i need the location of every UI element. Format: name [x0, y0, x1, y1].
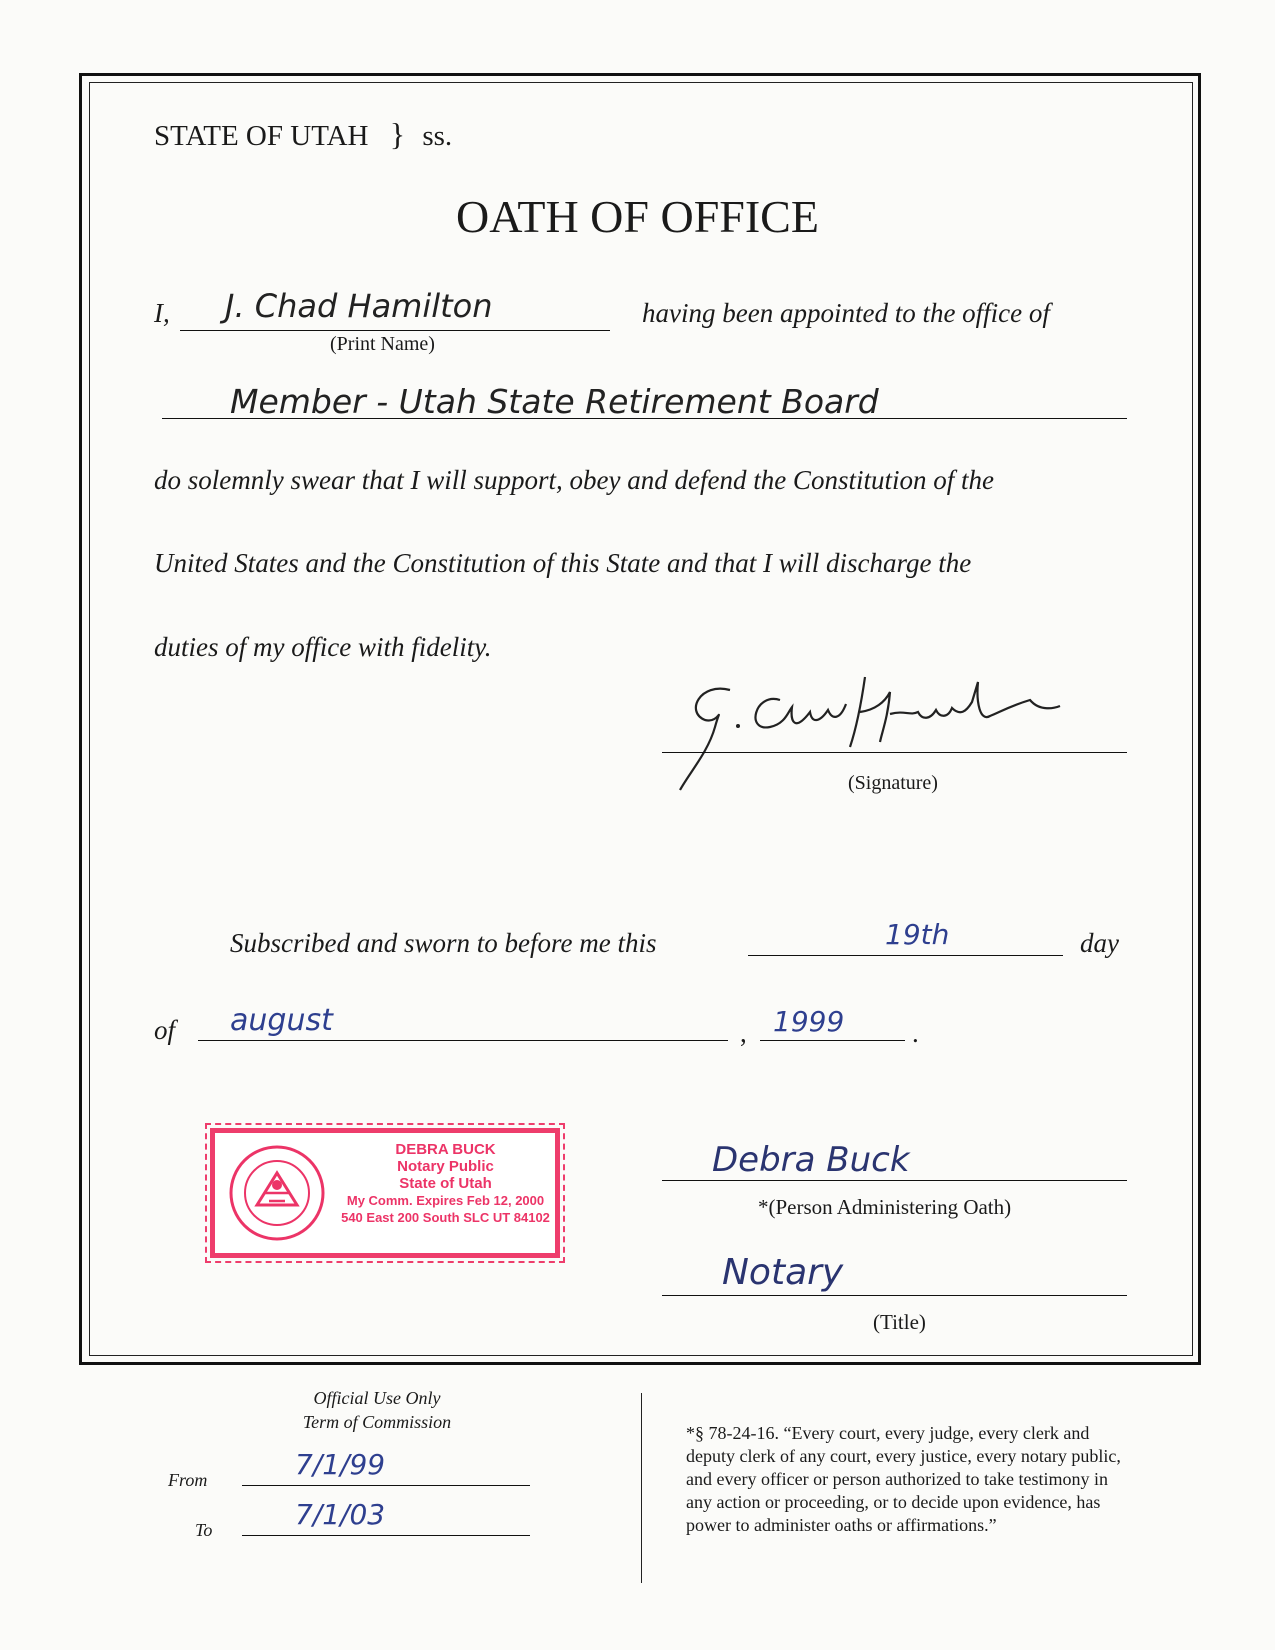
day-value: 19th	[885, 918, 950, 951]
month-comma: ,	[740, 1018, 747, 1048]
year-period: .	[912, 1018, 919, 1048]
state-name: STATE OF UTAH	[154, 120, 369, 152]
stamp-address: 540 East 200 South SLC UT 84102	[341, 1210, 550, 1225]
signature-line	[662, 752, 1127, 753]
administrator-caption: *(Person Administering Oath)	[758, 1195, 1012, 1219]
from-label: From	[168, 1470, 208, 1490]
i-prefix: I,	[154, 298, 170, 328]
notary-stamp	[210, 1128, 560, 1258]
stamp-text-block	[333, 1141, 558, 1226]
state-seal-icon	[227, 1143, 327, 1243]
of-word: of	[154, 1015, 176, 1045]
appointed-text: having been appointed to the office of	[642, 298, 1050, 328]
state-header	[154, 116, 452, 153]
print-name-caption: (Print Name)	[330, 333, 435, 355]
from-line	[242, 1485, 530, 1486]
print-name-line	[180, 330, 610, 331]
signature-caption: (Signature)	[848, 772, 938, 794]
title-line	[662, 1295, 1127, 1296]
ss-label: ss.	[422, 120, 453, 152]
year-value: 1999	[773, 1005, 845, 1038]
from-value: 7/1/99	[295, 1448, 386, 1481]
subscribed-text: Subscribed and sworn to before me this	[230, 928, 657, 958]
to-line	[242, 1535, 530, 1536]
statute-line: power to administer oaths or affirmations.”	[686, 1515, 997, 1535]
to-label: To	[195, 1520, 213, 1540]
oath-line-2: United States and the Constitution of this State and that I will discharge the	[154, 548, 972, 578]
statute-line: *§ 78-24-16. “Every court, every judge, every clerk and	[686, 1423, 1090, 1443]
term-heading: Term of Commission	[302, 1412, 452, 1432]
oath-line-3: duties of my office with fidelity.	[154, 632, 492, 662]
stamp-role: Notary Public	[397, 1158, 494, 1175]
printed-name: J. Chad Hamilton	[225, 287, 493, 325]
statute-line: any action or proceeding, or to decide upon evidence, has	[686, 1492, 1101, 1512]
day-word: day	[1080, 928, 1119, 958]
statute-text	[686, 1422, 1121, 1537]
statute-line: and every officer or person authorized to take testimony in	[686, 1469, 1109, 1489]
stamp-state: State of Utah	[399, 1175, 492, 1192]
to-value: 7/1/03	[295, 1498, 386, 1531]
month-line	[198, 1040, 728, 1041]
administrator-signature: Debra Buck	[712, 1140, 910, 1180]
month-value: august	[230, 1003, 333, 1038]
stamp-name: DEBRA BUCK	[395, 1141, 496, 1158]
brace-symbol: }	[389, 116, 406, 152]
footer-divider	[641, 1393, 642, 1583]
year-line	[760, 1040, 905, 1041]
official-use-heading: Official Use Only	[313, 1388, 441, 1408]
office-title: Member - Utah State Retirement Board	[230, 382, 879, 421]
stamp-commission: My Comm. Expires Feb 12, 2000	[346, 1193, 545, 1208]
administrator-line	[662, 1180, 1127, 1181]
oath-line-1: do solemnly swear that I will support, obey and defend the Constitution of the	[154, 465, 994, 495]
statute-line: deputy clerk of any court, every justice, every notary public,	[686, 1446, 1121, 1466]
title-handwritten: Notary	[722, 1252, 844, 1293]
page-title: OATH OF OFFICE	[456, 191, 819, 242]
day-line	[748, 955, 1063, 956]
title-caption: (Title)	[873, 1310, 926, 1334]
